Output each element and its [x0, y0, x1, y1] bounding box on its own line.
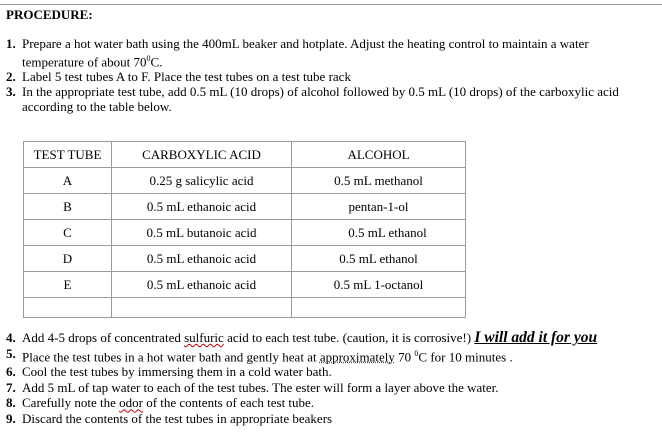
- table-cell: pentan-1-ol: [292, 194, 466, 220]
- table-cell: 0.5 mL methanol: [292, 168, 466, 194]
- step-text: Label 5 test tubes A to F. Place the test tubes on a test tube rack: [22, 69, 351, 85]
- table-header-row: [24, 142, 466, 168]
- step-number: 4.: [6, 330, 16, 345]
- superscript: 0: [146, 54, 151, 63]
- table-row: [24, 272, 466, 298]
- table-cell: 0.5 mL ethanol: [292, 246, 466, 272]
- step-8: [6, 395, 656, 411]
- step-number: 9.: [6, 410, 16, 426]
- step-text: Carefully note the: [22, 395, 120, 411]
- table-cell: 0.5 mL ethanoic acid: [112, 194, 292, 220]
- step-text: Cool the test tubes by immersing them in a cold water bath.: [22, 364, 332, 380]
- table-header: ALCOHOL: [292, 142, 466, 168]
- step-number: 8.: [6, 395, 16, 411]
- step-number: 3.: [6, 84, 16, 100]
- superscript: 0: [414, 348, 419, 358]
- step-number: 2.: [6, 69, 16, 85]
- step-text: acid to each test tube. (caution, it is corrosive!): [223, 330, 475, 345]
- procedure-heading: PROCEDURE:: [6, 7, 93, 22]
- table-row: [24, 246, 466, 272]
- step-text: Discard the contents of the test tubes in appropriate beakers: [22, 410, 333, 426]
- table-row-empty: [24, 298, 466, 318]
- step-text: according to the table below.: [22, 99, 172, 115]
- top-rule: [0, 4, 662, 5]
- table-cell: [24, 298, 112, 318]
- step-text: Add 5 mL of tap water to each of the test tubes. The ester will form a layer above the water.: [22, 379, 499, 395]
- spellcheck-word: odor: [119, 395, 143, 411]
- table-cell: E: [24, 272, 112, 298]
- step-4: [6, 330, 656, 346]
- spellcheck-word: sulfuric: [184, 330, 224, 345]
- step-text: of the contents of each test tube.: [142, 395, 315, 411]
- table-row: [24, 194, 466, 220]
- table-cell: 0.5 mL ethanol: [292, 220, 466, 246]
- step-text: C for 10 minutes .: [418, 348, 513, 364]
- table-cell: 0.5 mL 1-octanol: [292, 272, 466, 298]
- table-row: [24, 220, 466, 246]
- step-text: Place the test tubes in a hot water bath and gently heat at: [22, 348, 320, 364]
- table-cell: C: [24, 220, 112, 246]
- table-cell: A: [24, 168, 112, 194]
- step-2: [6, 69, 656, 84]
- step-9: [6, 411, 656, 427]
- table-cell: D: [24, 246, 112, 272]
- step-7: [6, 380, 656, 396]
- table-row: [24, 168, 466, 194]
- table-cell: [292, 298, 466, 318]
- table-cell: B: [24, 194, 112, 220]
- table-cell: 0.5 mL butanoic acid: [112, 220, 292, 246]
- step-3: [6, 84, 656, 114]
- step-6: [6, 364, 656, 380]
- step-text: 70: [394, 348, 415, 364]
- table-cell: 0.5 mL ethanoic acid: [112, 272, 292, 298]
- table-header: CARBOXYLIC ACID: [112, 142, 292, 168]
- reagent-table: [23, 141, 466, 318]
- step-number: 5.: [6, 345, 16, 361]
- instructor-note: I will add it for you: [474, 329, 598, 346]
- table-cell: [112, 298, 292, 318]
- step-text: Add 4-5 drops of concentrated: [22, 330, 185, 345]
- step-1: [6, 36, 656, 69]
- step-5: [6, 346, 656, 365]
- table-header: TEST TUBE: [24, 142, 112, 168]
- step-text: C.: [150, 54, 163, 70]
- step-number: 1.: [6, 36, 16, 51]
- step-number: 6.: [6, 364, 16, 380]
- table-cell: 0.25 g salicylic acid: [112, 168, 292, 194]
- step-text: Prepare a hot water bath using the 400mL beaker and hotplate. Adjust the heating control to maintain a water: [22, 36, 589, 51]
- table-cell: 0.5 mL ethanoic acid: [112, 246, 292, 272]
- step-number: 7.: [6, 379, 16, 395]
- grammar-mark-word: approximately: [319, 348, 395, 364]
- step-text: temperature of about 70: [22, 54, 147, 70]
- procedure-steps-top: [6, 36, 656, 114]
- procedure-steps-bottom: [6, 330, 656, 426]
- step-text: In the appropriate test tube, add 0.5 mL (10 drops) of alcohol followed by 0.5 mL (10 drops) of the carboxylic acid: [22, 84, 619, 100]
